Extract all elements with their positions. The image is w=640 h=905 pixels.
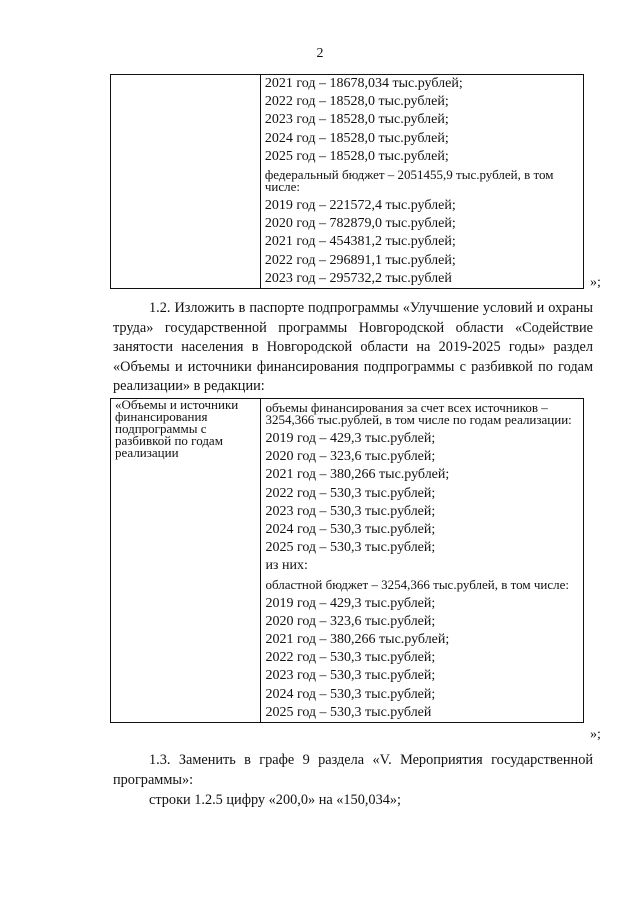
year-line: 2020 год – 782879,0 тыс.рублей; — [264, 216, 456, 232]
year-line: 2019 год – 429,3 тыс.рублей; — [265, 595, 436, 611]
paragraph-1-2 — [113, 299, 593, 397]
year-line: 2020 год – 323,6 тыс.рублей; — [265, 613, 436, 629]
of-them-label: из них: — [265, 558, 308, 574]
federal-budget-text: федеральный бюджет – 2051455,9 тыс.рублей, в том числе: — [264, 167, 554, 195]
year-line: 2025 год – 18528,0 тыс.рублей; — [264, 148, 449, 164]
year-line: 2022 год – 18528,0 тыс.рублей; — [264, 94, 449, 110]
year-line: 2023 год – 295732,2 тыс.рублей — [264, 270, 452, 286]
year-line: 2022 год – 530,3 тыс.рублей; — [265, 485, 436, 501]
year-line: 2022 год – 530,3 тыс.рублей; — [265, 650, 436, 666]
paragraph-1-3-text: 1.3. Заменить в графе 9 раздела «V. Мероприятия государственной программы»: — [113, 752, 593, 788]
year-line: 2021 год – 18678,034 тыс.рублей; — [264, 76, 463, 91]
year-line: 2021 год – 380,266 тыс.рублей; — [265, 467, 450, 483]
year-line: 2024 год – 530,3 тыс.рублей; — [265, 686, 436, 702]
table2-closing-quote: »; — [590, 727, 601, 742]
paragraph-1-3 — [113, 751, 593, 790]
paragraph-rows-text: строки 1.2.5 цифру «200,0» на «150,034»; — [149, 792, 401, 808]
table-right-cell — [260, 75, 583, 289]
financing-table-continued — [110, 74, 584, 289]
table-left-cell — [111, 399, 261, 723]
financing-table-new — [110, 398, 584, 723]
year-line: 2024 год – 18528,0 тыс.рублей; — [264, 130, 449, 146]
table1-closing-quote: »; — [590, 275, 601, 290]
year-line: 2019 год – 221572,4 тыс.рублей; — [264, 198, 456, 214]
year-line: 2023 год – 530,3 тыс.рублей; — [265, 503, 436, 519]
year-line: 2025 год – 530,3 тыс.рублей; — [265, 540, 436, 556]
section-label: «Объемы и источники финансирования подпрограммы с разбивкой по годам реализации — [115, 397, 239, 460]
table-left-cell-empty — [111, 75, 261, 289]
regional-budget-text: областной бюджет – 3254,366 тыс.рублей, в том числе: — [265, 576, 570, 592]
page-number: 2 — [316, 46, 324, 61]
year-line: 2024 год – 530,3 тыс.рублей; — [265, 522, 436, 538]
year-line: 2020 год – 323,6 тыс.рублей; — [265, 449, 436, 465]
year-line: 2023 год – 18528,0 тыс.рублей; — [264, 112, 449, 128]
paragraph-rows — [113, 791, 593, 811]
year-line: 2019 год – 429,3 тыс.рублей; — [265, 431, 436, 446]
total-financing-text: объемы финансирования за счет всех источников – 3254,366 тыс.рублей, в том числе по годам реализации: — [265, 400, 572, 427]
year-line: 2021 год – 454381,2 тыс.рублей; — [264, 234, 456, 250]
year-line: 2021 год – 380,266 тыс.рублей; — [265, 632, 450, 648]
year-line: 2025 год – 530,3 тыс.рублей — [265, 704, 432, 720]
year-line: 2023 год – 530,3 тыс.рублей; — [265, 668, 436, 684]
table-right-cell — [261, 399, 584, 723]
year-line: 2022 год – 296891,1 тыс.рублей; — [264, 252, 456, 268]
paragraph-1-2-text: 1.2. Изложить в паспорте подпрограммы «Улучшение условий и охраны труда» государственной программы Новгородской области «Содействие занятости населения в Новгородской области на 2019-2025 годы» раздел «Объемы и источники финансирования подпрограммы с разбивкой по годам реализации» в редакции: — [113, 300, 593, 394]
